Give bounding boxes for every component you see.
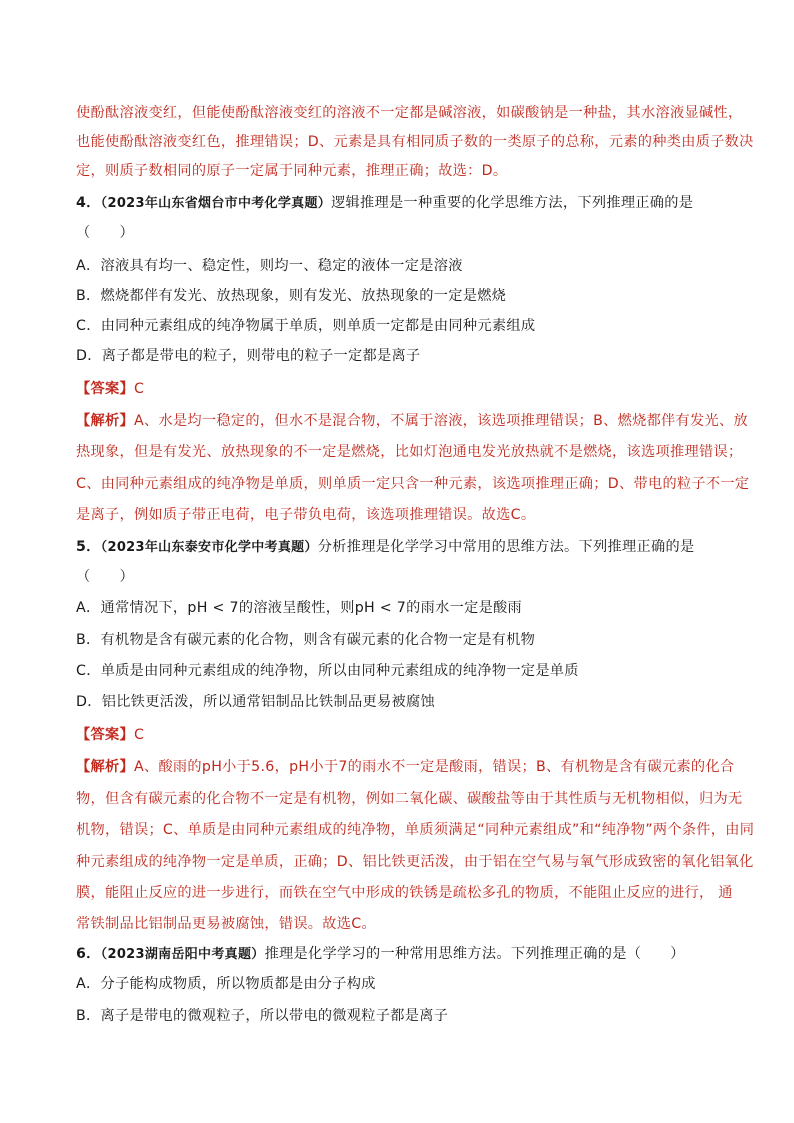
carryover-line: 定，则质子数相同的原子一定属于同种元素，推理正确；故选：D。 (76, 163, 508, 179)
question-text: 推理是化学学习的一种常用思维方法。下列推理正确的是（ ） (264, 946, 685, 962)
option-c: C．单质是由同种元素组成的纯净物，所以由同种元素组成的纯净物一定是单质 (76, 663, 579, 679)
option-b: B．燃烧都伴有发光、放热现象，则有发光、放热现象的一定是燃烧 (76, 288, 507, 304)
question-6-stem (76, 944, 736, 965)
question-text: 分析推理是化学学习中常用的思维方法。下列推理正确的是 (317, 539, 695, 555)
answer-value: C (133, 727, 145, 743)
analysis-line: 是离子，例如质子带正电荷，电子带负电荷，该选项推理错误。故选C。 (76, 507, 536, 523)
analysis-line: 热现象，但是有发光、放热现象的不一定是燃烧，比如灯泡通电发光放热就不是燃烧，该选项推理错误； (76, 444, 743, 460)
analysis-line: 种元素组成的纯净物一定是单质，正确；D、铝比铁更活泼，由于铝在空气易与氧气形成致密的氧化铝氧化 (76, 854, 754, 870)
analysis-tag: 【解析】 (76, 759, 134, 775)
answer-blank: （ ） (76, 569, 134, 585)
option-d: D．铝比铁更活泼，所以通常铝制品比铁制品更易被腐蚀 (76, 694, 435, 710)
analysis-line: C、由同种元素组成的纯净物是单质，则单质一定只含一种元素，该选项推理正确；D、带电的粒子不一定 (76, 476, 750, 492)
question-number: 6． (76, 946, 101, 962)
analysis-text: A、水是均一稳定的，但水不是混合物，不属于溶液，该选项推理错误；B、燃烧都伴有发光、放 (133, 413, 748, 429)
option-a: A．溶液具有均一、稳定性，则均一、稳定的液体一定是溶液 (76, 258, 463, 274)
question-source: （2023年山东省烟台市中考化学真题） (100, 196, 332, 211)
option-d: D．离子都是带电的粒子，则带电的粒子一定都是离子 (76, 348, 421, 364)
option-b: B．离子是带电的微观粒子，所以带电的微观粒子都是离子 (76, 1008, 449, 1024)
carryover-line: 使酚酞溶液变红，但能使酚酞溶液变红的溶液不一定都是碱溶液，如碳酸钠是一种盐，其水溶液显碱性， (76, 105, 743, 121)
option-a: A．通常情况下，pH < 7的溶液呈酸性，则pH < 7的雨水一定是酸雨 (76, 600, 523, 616)
question-4-stem (76, 193, 736, 214)
question-number: 4． (76, 195, 101, 211)
question-5-stem (76, 537, 736, 558)
analysis-line: 物，但含有碳元素的化合物不一定是有机物，例如二氧化碳、碳酸盐等由于其性质与无机物相似，归为无 (76, 791, 743, 807)
question-source: （2023湖南岳阳中考真题） (100, 947, 265, 962)
option-a: A．分子能构成物质，所以物质都是由分子构成 (76, 976, 376, 992)
answer-line (76, 379, 736, 399)
question-source: （2023年山东泰安市化学中考真题） (100, 540, 318, 555)
question-number: 5． (76, 539, 101, 555)
analysis-tag: 【解析】 (76, 413, 134, 429)
answer-tag: 【答案】 (76, 727, 134, 743)
answer-blank: （ ） (76, 225, 134, 241)
analysis-line (76, 411, 748, 431)
analysis-line: 膜，能阻止反应的进一步进行，而铁在空气中形成的铁锈是疏松多孔的物质，不能阻止反应的进行， 通 (76, 885, 733, 901)
analysis-line: 常铁制品比铝制品更易被腐蚀，错误。故选C。 (76, 916, 376, 932)
analysis-text: A、酸雨的pH小于5.6，pH小于7的雨水不一定是酸雨，错误；B、有机物是含有碳元素的化合 (133, 759, 735, 775)
option-b: B．有机物是含有碳元素的化合物，则含有碳元素的化合物一定是有机物 (76, 632, 536, 648)
carryover-line: 也能使酚酞溶液变红色，推理错误；D、元素是具有相同质子数的一类原子的总称，元素的种类由质子数决 (76, 134, 754, 150)
answer-value: C (133, 381, 145, 397)
question-text: 逻辑推理是一种重要的化学思维方法，下列推理正确的是 (331, 195, 694, 211)
answer-line (76, 725, 736, 745)
analysis-line: 机物，错误；C、单质是由同种元素组成的纯净物，单质须满足“同种元素组成”和“纯净物”两个条件，由同 (76, 822, 755, 838)
option-c: C．由同种元素组成的纯净物属于单质，则单质一定都是由同种元素组成 (76, 318, 536, 334)
analysis-line (76, 757, 736, 777)
answer-tag: 【答案】 (76, 381, 134, 397)
